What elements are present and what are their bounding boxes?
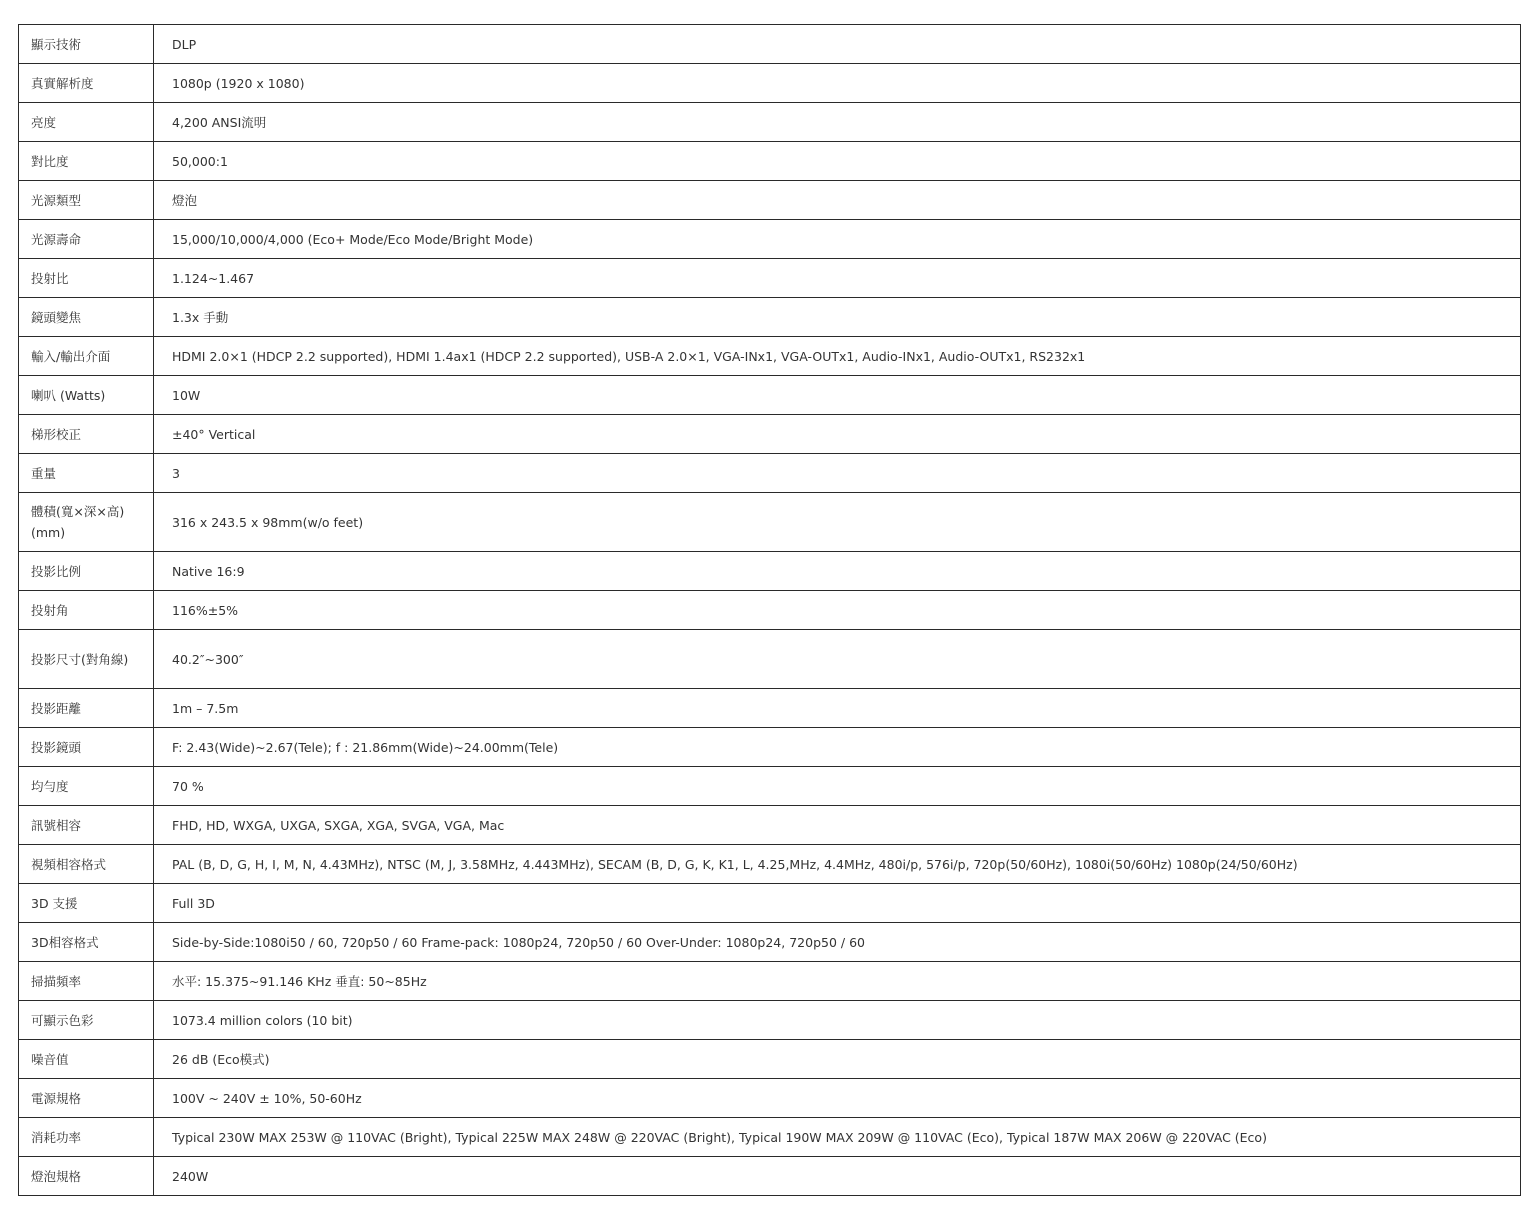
spec-value: Side-by-Side:1080i50 / 60, 720p50 / 60 Frame-pack: 1080p24, 720p50 / 60 Over-Under: 1080p24, 720p50 / 60: [154, 923, 1521, 962]
spec-value: 燈泡: [154, 181, 1521, 220]
spec-value: 50,000:1: [154, 142, 1521, 181]
spec-value: 4,200 ANSI流明: [154, 103, 1521, 142]
table-row: [19, 845, 1521, 884]
spec-value: 1m – 7.5m: [154, 689, 1521, 728]
spec-label: 光源類型: [19, 181, 154, 220]
spec-table: [18, 24, 1521, 1196]
table-row: [19, 454, 1521, 493]
table-row: [19, 728, 1521, 767]
spec-label: 可顯示色彩: [19, 1001, 154, 1040]
table-row: [19, 220, 1521, 259]
table-row: [19, 493, 1521, 552]
table-row: [19, 1157, 1521, 1196]
spec-label: 輸入/輸出介面: [19, 337, 154, 376]
spec-label: 掃描頻率: [19, 962, 154, 1001]
spec-value: Full 3D: [154, 884, 1521, 923]
table-row: [19, 591, 1521, 630]
spec-label: 真實解析度: [19, 64, 154, 103]
spec-value: 1.124~1.467: [154, 259, 1521, 298]
spec-label: 對比度: [19, 142, 154, 181]
spec-value: 15,000/10,000/4,000 (Eco+ Mode/Eco Mode/Bright Mode): [154, 220, 1521, 259]
spec-label: 燈泡規格: [19, 1157, 154, 1196]
spec-label: 亮度: [19, 103, 154, 142]
table-row: [19, 64, 1521, 103]
table-row: [19, 884, 1521, 923]
spec-value: 1080p (1920 x 1080): [154, 64, 1521, 103]
table-row: [19, 103, 1521, 142]
table-row: [19, 630, 1521, 689]
spec-label: 投影尺寸(對角線): [19, 630, 154, 689]
table-row: [19, 376, 1521, 415]
spec-value: F: 2.43(Wide)~2.67(Tele); f : 21.86mm(Wide)~24.00mm(Tele): [154, 728, 1521, 767]
table-row: [19, 415, 1521, 454]
spec-value: 316 x 243.5 x 98mm(w/o feet): [154, 493, 1521, 552]
table-row: [19, 806, 1521, 845]
table-row: [19, 1079, 1521, 1118]
table-row: [19, 962, 1521, 1001]
spec-label: 消耗功率: [19, 1118, 154, 1157]
table-row: [19, 552, 1521, 591]
table-row: [19, 259, 1521, 298]
spec-value: Typical 230W MAX 253W @ 110VAC (Bright), Typical 225W MAX 248W @ 220VAC (Bright), Typical 190W MAX 209W @ 110VAC (Eco), Typical 187W MAX 206W @ 220VAC (Eco): [154, 1118, 1521, 1157]
spec-label: 投射角: [19, 591, 154, 630]
spec-label: 投射比: [19, 259, 154, 298]
spec-label: 投影比例: [19, 552, 154, 591]
spec-value: 70 %: [154, 767, 1521, 806]
spec-label: 均勻度: [19, 767, 154, 806]
table-row: [19, 181, 1521, 220]
spec-value: HDMI 2.0×1 (HDCP 2.2 supported), HDMI 1.4ax1 (HDCP 2.2 supported), USB-A 2.0×1, VGA-INx1, VGA-OUTx1, Audio-INx1, Audio-OUTx1, RS232x1: [154, 337, 1521, 376]
spec-value: PAL (B, D, G, H, I, M, N, 4.43MHz), NTSC (M, J, 3.58MHz, 4.443MHz), SECAM (B, D, G, K, K1, L, 4.25,MHz, 4.4MHz, 480i/p, 576i/p, 720p(50/60Hz), 1080i(50/60Hz) 1080p(24/50/60Hz): [154, 845, 1521, 884]
spec-label: 3D 支援: [19, 884, 154, 923]
table-row: [19, 767, 1521, 806]
spec-label: 投影距離: [19, 689, 154, 728]
spec-value: Native 16:9: [154, 552, 1521, 591]
spec-label: 重量: [19, 454, 154, 493]
spec-value: 3: [154, 454, 1521, 493]
spec-value: 240W: [154, 1157, 1521, 1196]
spec-label: 3D相容格式: [19, 923, 154, 962]
spec-value: 100V ~ 240V ± 10%, 50-60Hz: [154, 1079, 1521, 1118]
table-row: [19, 689, 1521, 728]
table-row: [19, 25, 1521, 64]
table-row: [19, 1040, 1521, 1079]
table-row: [19, 1001, 1521, 1040]
table-row: [19, 298, 1521, 337]
table-row: [19, 923, 1521, 962]
table-row: [19, 1118, 1521, 1157]
spec-value: 1073.4 million colors (10 bit): [154, 1001, 1521, 1040]
table-row: [19, 337, 1521, 376]
spec-label: 訊號相容: [19, 806, 154, 845]
spec-value: ±40° Vertical: [154, 415, 1521, 454]
spec-label: 視頻相容格式: [19, 845, 154, 884]
spec-value: 116%±5%: [154, 591, 1521, 630]
spec-label: 投影鏡頭: [19, 728, 154, 767]
spec-label: 顯示技術: [19, 25, 154, 64]
table-row: [19, 142, 1521, 181]
spec-value: 1.3x 手動: [154, 298, 1521, 337]
spec-label: 梯形校正: [19, 415, 154, 454]
spec-value: FHD, HD, WXGA, UXGA, SXGA, XGA, SVGA, VGA, Mac: [154, 806, 1521, 845]
spec-label: 喇叭 (Watts): [19, 376, 154, 415]
spec-value: 40.2″~300″: [154, 630, 1521, 689]
spec-label: 體積(寬×深×高)(mm): [19, 493, 154, 552]
spec-value: 10W: [154, 376, 1521, 415]
spec-label: 光源壽命: [19, 220, 154, 259]
spec-label: 鏡頭變焦: [19, 298, 154, 337]
spec-value: DLP: [154, 25, 1521, 64]
spec-label: 噪音值: [19, 1040, 154, 1079]
spec-value: 水平: 15.375~91.146 KHz 垂直: 50~85Hz: [154, 962, 1521, 1001]
spec-value: 26 dB (Eco模式): [154, 1040, 1521, 1079]
spec-table-body: [19, 25, 1521, 1196]
spec-label: 電源規格: [19, 1079, 154, 1118]
